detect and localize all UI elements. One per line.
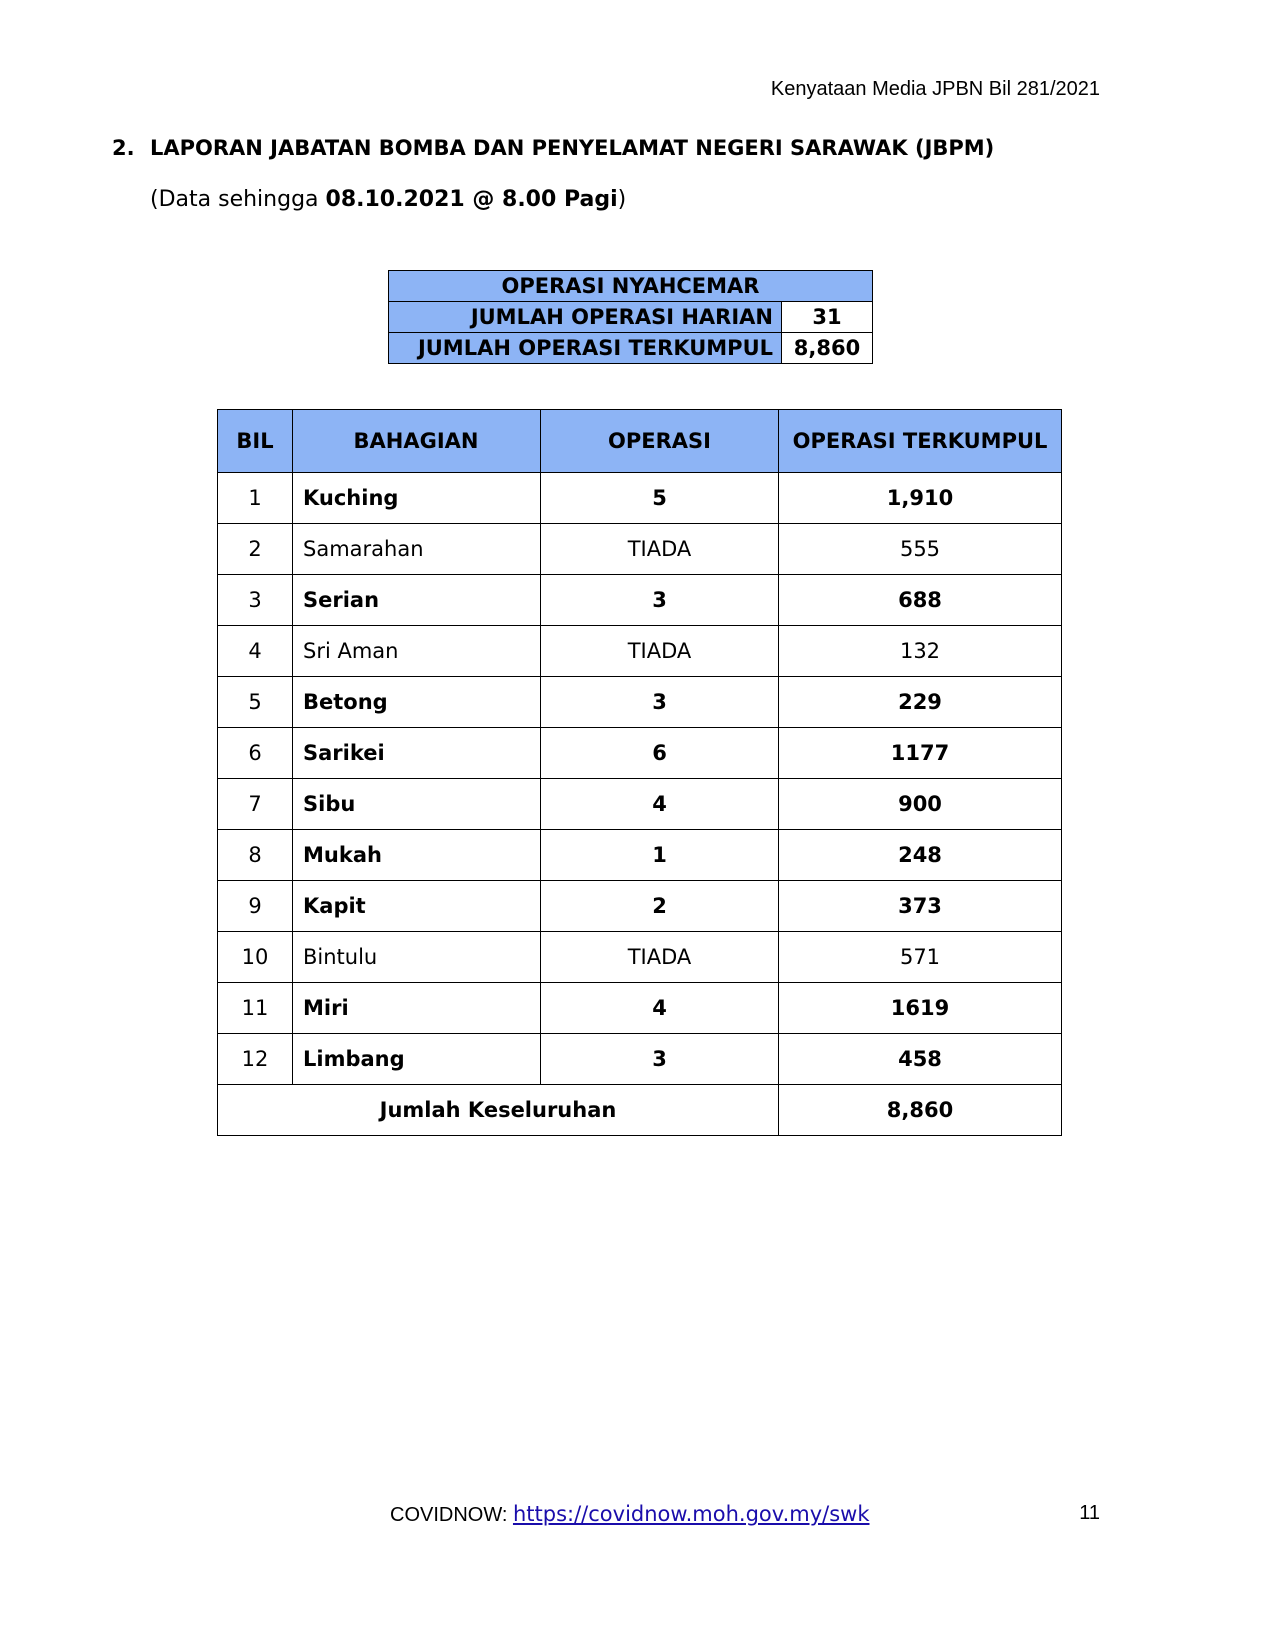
summary-cumulative-label: JUMLAH OPERASI TERKUMPUL bbox=[389, 333, 782, 364]
section-heading bbox=[112, 136, 994, 160]
summary-title: OPERASI NYAHCEMAR bbox=[389, 271, 873, 302]
row-operasi: TIADA bbox=[541, 626, 779, 677]
row-bahagian: Kuching bbox=[293, 473, 541, 524]
row-bahagian: Sibu bbox=[293, 779, 541, 830]
row-bahagian: Miri bbox=[293, 983, 541, 1034]
row-operasi: 3 bbox=[541, 1034, 779, 1085]
table-row bbox=[218, 728, 1062, 779]
row-operasi: 4 bbox=[541, 779, 779, 830]
row-bahagian: Limbang bbox=[293, 1034, 541, 1085]
summary-table bbox=[388, 270, 873, 364]
row-terkumpul: 458 bbox=[779, 1034, 1062, 1085]
summary-daily-value: 31 bbox=[782, 302, 873, 333]
total-value: 8,860 bbox=[779, 1085, 1062, 1136]
row-bahagian: Sri Aman bbox=[293, 626, 541, 677]
table-row bbox=[218, 779, 1062, 830]
row-terkumpul: 900 bbox=[779, 779, 1062, 830]
section-title: LAPORAN JABATAN BOMBA DAN PENYELAMAT NEGERI SARAWAK (JBPM) bbox=[150, 136, 995, 160]
row-bil: 3 bbox=[218, 575, 293, 626]
row-operasi: TIADA bbox=[541, 932, 779, 983]
summary-title-row bbox=[389, 271, 873, 302]
data-date-prefix: (Data sehingga bbox=[150, 187, 326, 212]
header-terkumpul: OPERASI TERKUMPUL bbox=[779, 410, 1062, 473]
row-terkumpul: 1619 bbox=[779, 983, 1062, 1034]
row-bil: 6 bbox=[218, 728, 293, 779]
row-operasi: 4 bbox=[541, 983, 779, 1034]
row-operasi: 2 bbox=[541, 881, 779, 932]
row-bahagian: Sarikei bbox=[293, 728, 541, 779]
row-operasi: 5 bbox=[541, 473, 779, 524]
row-bil: 8 bbox=[218, 830, 293, 881]
row-terkumpul: 248 bbox=[779, 830, 1062, 881]
row-bil: 10 bbox=[218, 932, 293, 983]
row-bahagian: Mukah bbox=[293, 830, 541, 881]
document-reference: Kenyataan Media JPBN Bil 281/2021 bbox=[770, 78, 1100, 100]
row-terkumpul: 1,910 bbox=[779, 473, 1062, 524]
row-terkumpul: 1177 bbox=[779, 728, 1062, 779]
data-date-suffix: ) bbox=[617, 187, 627, 212]
header-operasi: OPERASI bbox=[541, 410, 779, 473]
summary-daily-label: JUMLAH OPERASI HARIAN bbox=[389, 302, 782, 333]
table-row bbox=[218, 524, 1062, 575]
row-terkumpul: 688 bbox=[779, 575, 1062, 626]
data-date-line bbox=[150, 187, 626, 212]
row-bil: 4 bbox=[218, 626, 293, 677]
row-bahagian: Samarahan bbox=[293, 524, 541, 575]
table-row bbox=[218, 830, 1062, 881]
division-table bbox=[217, 409, 1062, 1136]
row-terkumpul: 373 bbox=[779, 881, 1062, 932]
total-label: Jumlah Keseluruhan bbox=[218, 1085, 779, 1136]
row-operasi: 3 bbox=[541, 575, 779, 626]
row-bil: 11 bbox=[218, 983, 293, 1034]
summary-daily-row bbox=[389, 302, 873, 333]
summary-cumulative-value: 8,860 bbox=[782, 333, 873, 364]
table-row bbox=[218, 575, 1062, 626]
table-total-row bbox=[218, 1085, 1062, 1136]
table-row bbox=[218, 932, 1062, 983]
row-bil: 5 bbox=[218, 677, 293, 728]
footer bbox=[390, 1502, 870, 1527]
row-operasi: 1 bbox=[541, 830, 779, 881]
row-bil: 2 bbox=[218, 524, 293, 575]
row-terkumpul: 132 bbox=[779, 626, 1062, 677]
summary-cumulative-row bbox=[389, 333, 873, 364]
header-bil: BIL bbox=[218, 410, 293, 473]
row-terkumpul: 555 bbox=[779, 524, 1062, 575]
covidnow-link[interactable]: https://covidnow.moh.gov.my/swk bbox=[512, 1502, 870, 1526]
table-row bbox=[218, 1034, 1062, 1085]
row-bil: 9 bbox=[218, 881, 293, 932]
row-terkumpul: 571 bbox=[779, 932, 1062, 983]
row-bil: 7 bbox=[218, 779, 293, 830]
footer-label: COVIDNOW: bbox=[390, 1504, 513, 1526]
row-bahagian: Bintulu bbox=[293, 932, 541, 983]
row-operasi: TIADA bbox=[541, 524, 779, 575]
row-bahagian: Serian bbox=[293, 575, 541, 626]
row-operasi: 3 bbox=[541, 677, 779, 728]
row-operasi: 6 bbox=[541, 728, 779, 779]
row-bil: 12 bbox=[218, 1034, 293, 1085]
page-number: 11 bbox=[1079, 1502, 1100, 1524]
table-row bbox=[218, 626, 1062, 677]
row-bahagian: Betong bbox=[293, 677, 541, 728]
table-row bbox=[218, 983, 1062, 1034]
header-bahagian: BAHAGIAN bbox=[293, 410, 541, 473]
row-bil: 1 bbox=[218, 473, 293, 524]
table-row bbox=[218, 473, 1062, 524]
table-row bbox=[218, 677, 1062, 728]
section-number: 2. bbox=[112, 136, 135, 160]
table-row bbox=[218, 881, 1062, 932]
row-terkumpul: 229 bbox=[779, 677, 1062, 728]
table-header-row bbox=[218, 410, 1062, 473]
row-bahagian: Kapit bbox=[293, 881, 541, 932]
data-date-value: 08.10.2021 @ 8.00 Pagi bbox=[325, 187, 618, 212]
